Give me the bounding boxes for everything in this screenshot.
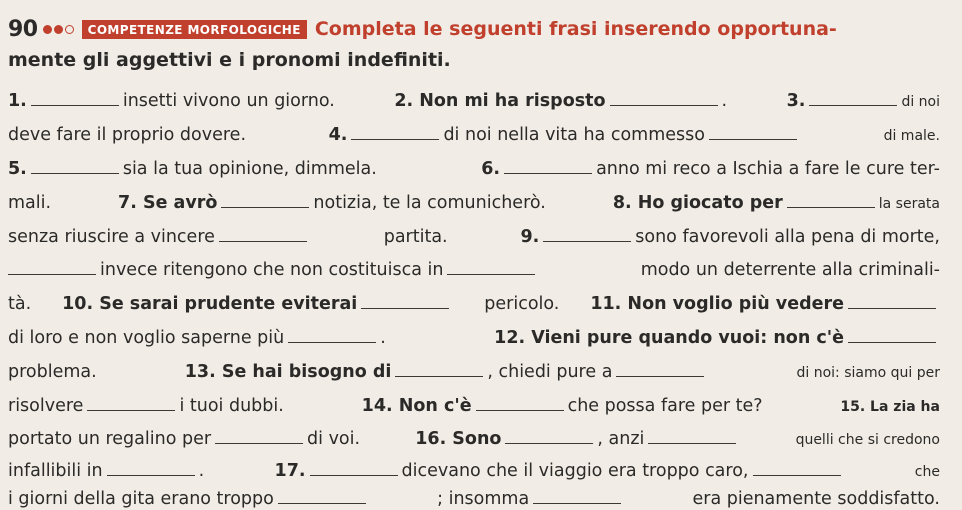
- sentence-text: risolvere: [8, 396, 84, 416]
- sentence-text: di voi.: [307, 429, 361, 449]
- sentence-line: [8, 226, 940, 248]
- sentence-line: [8, 259, 940, 281]
- answer-blank[interactable]: [351, 138, 439, 140]
- sentence-text: era pienamente soddisfatto.: [692, 489, 940, 509]
- sentence-line: [8, 293, 940, 315]
- answer-blank[interactable]: [616, 375, 704, 377]
- sentence-line: [8, 124, 940, 147]
- answer-blank[interactable]: [288, 341, 376, 343]
- answer-blank[interactable]: [610, 104, 718, 106]
- item-number: 6.: [481, 159, 501, 179]
- sentence-text: i giorni della gita erano troppo: [8, 489, 274, 509]
- answer-blank[interactable]: [476, 409, 564, 411]
- sentence-text: mali.: [8, 193, 52, 213]
- answer-blank[interactable]: [648, 442, 736, 444]
- sentence-text: 13. Se hai bisogno di: [184, 362, 392, 382]
- sentence-text: di loro e non voglio saperne più: [8, 328, 285, 348]
- answer-blank[interactable]: [533, 502, 621, 504]
- item-number: 1.: [8, 91, 27, 111]
- sentence-text: quelli che si credono: [795, 432, 940, 448]
- instruction-continuation: mente gli aggettivi e i pronomi indefiniti.: [8, 49, 451, 71]
- exercise-number: 90: [8, 16, 38, 42]
- answer-blank[interactable]: [215, 442, 303, 444]
- answer-blank[interactable]: [447, 273, 535, 275]
- sentence-line: [8, 460, 940, 483]
- sentence-text: problema.: [8, 362, 97, 382]
- sentence-text: 2. Non mi ha risposto: [394, 91, 606, 111]
- sentence-text: di noi: [901, 94, 940, 110]
- item-number: 3.: [786, 91, 806, 111]
- sentence-text: .: [380, 328, 386, 348]
- sentence-text: che: [914, 464, 940, 480]
- sentence-text: 7. Se avrò: [118, 193, 218, 213]
- answer-blank[interactable]: [278, 502, 366, 504]
- item-number: 4.: [328, 125, 348, 145]
- item-number: 5.: [8, 159, 27, 179]
- sentence-text: 11. Non voglio più vedere: [590, 294, 844, 314]
- category-badge: COMPETENZE MORFOLOGICHE: [82, 20, 307, 39]
- sentence-text: deve fare il proprio dovere.: [8, 125, 247, 145]
- answer-blank[interactable]: [504, 172, 592, 174]
- sentence-text: insetti vivono un giorno.: [122, 91, 335, 111]
- sentence-line: [8, 327, 940, 349]
- sentence-text: invece ritengono che non costituisca in: [100, 260, 444, 280]
- sentence-text: notizia, te la comunicherò.: [313, 193, 546, 213]
- sentence-text: i tuoi dubbi.: [179, 396, 284, 416]
- answer-blank[interactable]: [87, 409, 175, 411]
- sentence-text: dicevano che il viaggio era troppo caro,: [401, 461, 749, 481]
- answer-blank[interactable]: [310, 474, 398, 476]
- answer-blank[interactable]: [848, 307, 936, 309]
- answer-blank[interactable]: [543, 240, 631, 242]
- answer-blank[interactable]: [753, 474, 841, 476]
- item-number: 17.: [274, 461, 306, 481]
- sentence-text: , anzi: [597, 429, 645, 449]
- sentence-text: 10. Se sarai prudente eviterai: [62, 294, 358, 314]
- sentence-text: tà.: [8, 294, 32, 314]
- item-number: 9.: [520, 227, 540, 247]
- answer-blank[interactable]: [848, 341, 936, 343]
- sentence-text: sono favorevoli alla pena di morte,: [635, 227, 940, 247]
- sentence-text: .: [198, 461, 205, 481]
- sentence-text: sia la tua opinione, dimmela.: [122, 159, 377, 179]
- sentence-text: pericolo.: [484, 294, 560, 314]
- sentence-line: [8, 90, 940, 113]
- answer-blank[interactable]: [361, 307, 449, 309]
- sentence-text: 12. Vieni pure quando vuoi: non c'è: [494, 328, 844, 348]
- sentence-line: [8, 192, 940, 215]
- answer-blank[interactable]: [8, 273, 96, 275]
- sentence-text: di noi nella vita ha commesso: [443, 125, 705, 145]
- sentence-text: di noi: siamo qui per: [796, 365, 940, 381]
- sentence-text: senza riuscire a vincere: [8, 227, 215, 247]
- exercise-header: [8, 14, 837, 44]
- answer-blank[interactable]: [31, 172, 119, 174]
- sentence-text: 15. La zia ha: [840, 399, 940, 415]
- sentence-text: .: [721, 91, 728, 111]
- sentence-text: portato un regalino per: [8, 429, 212, 449]
- answer-blank[interactable]: [107, 474, 195, 476]
- instruction-line: [8, 49, 940, 71]
- sentence-text: che possa fare per te?: [567, 396, 763, 416]
- sentence-text: partita.: [383, 227, 448, 247]
- answer-blank[interactable]: [395, 375, 483, 377]
- sentence-text: 16. Sono: [415, 429, 502, 449]
- sentence-text: infallibili in: [8, 461, 103, 481]
- sentence-text: , chiedi pure a: [487, 362, 613, 382]
- instruction-lead: Completa le seguenti frasi inserendo opportuna-: [314, 18, 837, 40]
- answer-blank[interactable]: [709, 138, 797, 140]
- difficulty-dots-icon: [43, 25, 76, 34]
- sentence-text: modo un deterrente alla criminali-: [640, 260, 940, 280]
- sentence-text: 8. Ho giocato per: [612, 193, 783, 213]
- sentence-text: ; insomma: [437, 489, 530, 509]
- sentence-line: [8, 361, 940, 384]
- sentence-line: [8, 395, 940, 418]
- answer-blank[interactable]: [219, 240, 307, 242]
- answer-blank[interactable]: [809, 104, 897, 106]
- answer-blank[interactable]: [31, 104, 119, 106]
- sentence-text: la serata: [878, 196, 940, 212]
- sentence-text: di male.: [883, 128, 940, 144]
- sentence-line: [8, 158, 940, 180]
- sentence-line: [8, 428, 940, 451]
- sentence-text: anno mi reco a Ischia a fare le cure ter-: [596, 159, 940, 179]
- answer-blank[interactable]: [221, 206, 309, 208]
- answer-blank[interactable]: [505, 442, 593, 444]
- answer-blank[interactable]: [787, 206, 875, 208]
- sentence-text: 14. Non c'è: [361, 396, 472, 416]
